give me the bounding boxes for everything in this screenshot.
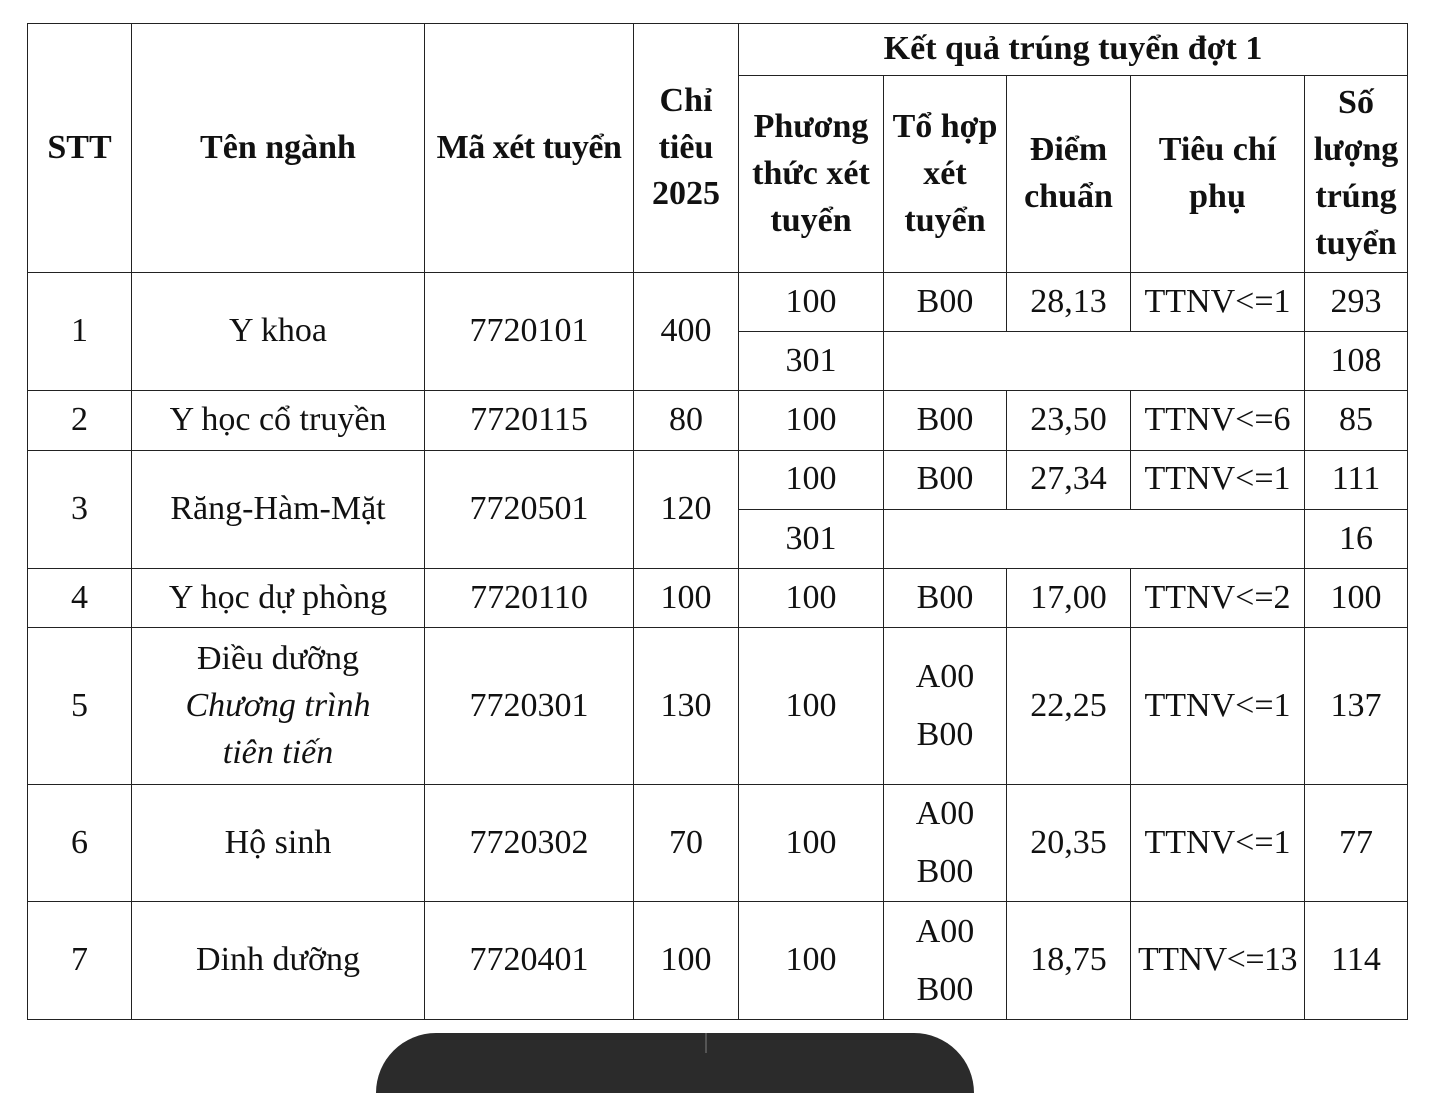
cell-tieu-chi: TTNV<=1	[1131, 785, 1305, 902]
cell-tieu-chi: TTNV<=13	[1131, 902, 1305, 1020]
cell-tieu-chi: TTNV<=2	[1131, 569, 1305, 628]
cell-phuong-thuc: 100	[739, 902, 884, 1020]
header-ma-xet-tuyen: Mã xét tuyển	[425, 24, 634, 273]
cell-tieu-chi: TTNV<=1	[1131, 272, 1305, 331]
cell-stt: 3	[28, 450, 132, 568]
cell-stt: 1	[28, 272, 132, 390]
cell-stt: 7	[28, 902, 132, 1020]
cell-so-luong: 293	[1305, 272, 1408, 331]
cell-to-hop: A00 B00	[884, 785, 1007, 902]
cell-ten-nganh: Hộ sinh	[132, 785, 425, 902]
cell-so-luong: 114	[1305, 902, 1408, 1020]
cell-so-luong: 111	[1305, 450, 1408, 509]
cell-ma: 7720302	[425, 785, 634, 902]
cell-phuong-thuc: 100	[739, 391, 884, 450]
cell-phuong-thuc: 301	[739, 509, 884, 568]
cell-to-hop: A00 B00	[884, 902, 1007, 1020]
cell-to-hop: B00	[884, 272, 1007, 331]
cell-ma: 7720501	[425, 450, 634, 568]
cell-so-luong: 137	[1305, 628, 1408, 785]
cell-phuong-thuc: 100	[739, 569, 884, 628]
bottom-toolbar[interactable]	[376, 1033, 974, 1093]
table-row	[28, 450, 1408, 509]
cell-so-luong: 108	[1305, 332, 1408, 391]
cell-empty	[884, 332, 1305, 391]
cell-chi-tieu: 80	[634, 391, 739, 450]
header-group-ket-qua: Kết quả trúng tuyển đợt 1	[739, 24, 1408, 76]
cell-phuong-thuc: 100	[739, 628, 884, 785]
cell-stt: 4	[28, 569, 132, 628]
header-tieu-chi-phu: Tiêu chí phụ	[1131, 76, 1305, 273]
cell-so-luong: 100	[1305, 569, 1408, 628]
cell-diem: 28,13	[1007, 272, 1131, 331]
cell-ten-nganh: Điều dưỡng Chương trình tiên tiến	[132, 628, 425, 785]
cell-so-luong: 85	[1305, 391, 1408, 450]
toolbar-divider	[705, 1033, 707, 1053]
cell-chi-tieu: 70	[634, 785, 739, 902]
cell-chi-tieu: 400	[634, 272, 739, 390]
cell-diem: 18,75	[1007, 902, 1131, 1020]
cell-ten-nganh: Y học dự phòng	[132, 569, 425, 628]
cell-to-hop: A00 B00	[884, 628, 1007, 785]
table-row	[28, 569, 1408, 628]
header-row-1	[28, 24, 1408, 76]
header-so-luong: Số lượng trúng tuyển	[1305, 76, 1408, 273]
cell-ma: 7720101	[425, 272, 634, 390]
cell-tieu-chi: TTNV<=6	[1131, 391, 1305, 450]
cell-phuong-thuc: 301	[739, 332, 884, 391]
cell-ten-nganh: Răng-Hàm-Mặt	[132, 450, 425, 568]
cell-diem: 22,25	[1007, 628, 1131, 785]
cell-stt: 6	[28, 785, 132, 902]
cell-ma: 7720115	[425, 391, 634, 450]
cell-phuong-thuc: 100	[739, 450, 884, 509]
cell-phuong-thuc: 100	[739, 785, 884, 902]
cell-tieu-chi: TTNV<=1	[1131, 450, 1305, 509]
cell-ma: 7720401	[425, 902, 634, 1020]
cell-diem: 27,34	[1007, 450, 1131, 509]
cell-diem: 17,00	[1007, 569, 1131, 628]
cell-chi-tieu: 100	[634, 902, 739, 1020]
cell-stt: 5	[28, 628, 132, 785]
header-diem-chuan: Điểm chuẩn	[1007, 76, 1131, 273]
cell-ma: 7720110	[425, 569, 634, 628]
cell-chi-tieu: 100	[634, 569, 739, 628]
table-row	[28, 785, 1408, 902]
cell-ten-nganh: Y khoa	[132, 272, 425, 390]
cell-ten-nganh: Dinh dưỡng	[132, 902, 425, 1020]
header-chi-tieu: Chỉ tiêu 2025	[634, 24, 739, 273]
header-to-hop: Tổ hợp xét tuyển	[884, 76, 1007, 273]
cell-to-hop: B00	[884, 450, 1007, 509]
cell-so-luong: 16	[1305, 509, 1408, 568]
header-ten-nganh: Tên ngành	[132, 24, 425, 273]
table-row	[28, 902, 1408, 1020]
cell-so-luong: 77	[1305, 785, 1408, 902]
cell-to-hop: B00	[884, 391, 1007, 450]
cell-ma: 7720301	[425, 628, 634, 785]
cell-diem: 20,35	[1007, 785, 1131, 902]
cell-stt: 2	[28, 391, 132, 450]
table-row	[28, 272, 1408, 331]
cell-diem: 23,50	[1007, 391, 1131, 450]
header-phuong-thuc: Phương thức xét tuyển	[739, 76, 884, 273]
cell-chi-tieu: 130	[634, 628, 739, 785]
cell-empty	[884, 509, 1305, 568]
header-stt: STT	[28, 24, 132, 273]
cell-chi-tieu: 120	[634, 450, 739, 568]
cell-tieu-chi: TTNV<=1	[1131, 628, 1305, 785]
cell-to-hop: B00	[884, 569, 1007, 628]
cell-ten-nganh: Y học cổ truyền	[132, 391, 425, 450]
cell-phuong-thuc: 100	[739, 272, 884, 331]
table-row	[28, 391, 1408, 450]
table-row	[28, 628, 1408, 785]
admission-results-table	[27, 23, 1408, 1020]
